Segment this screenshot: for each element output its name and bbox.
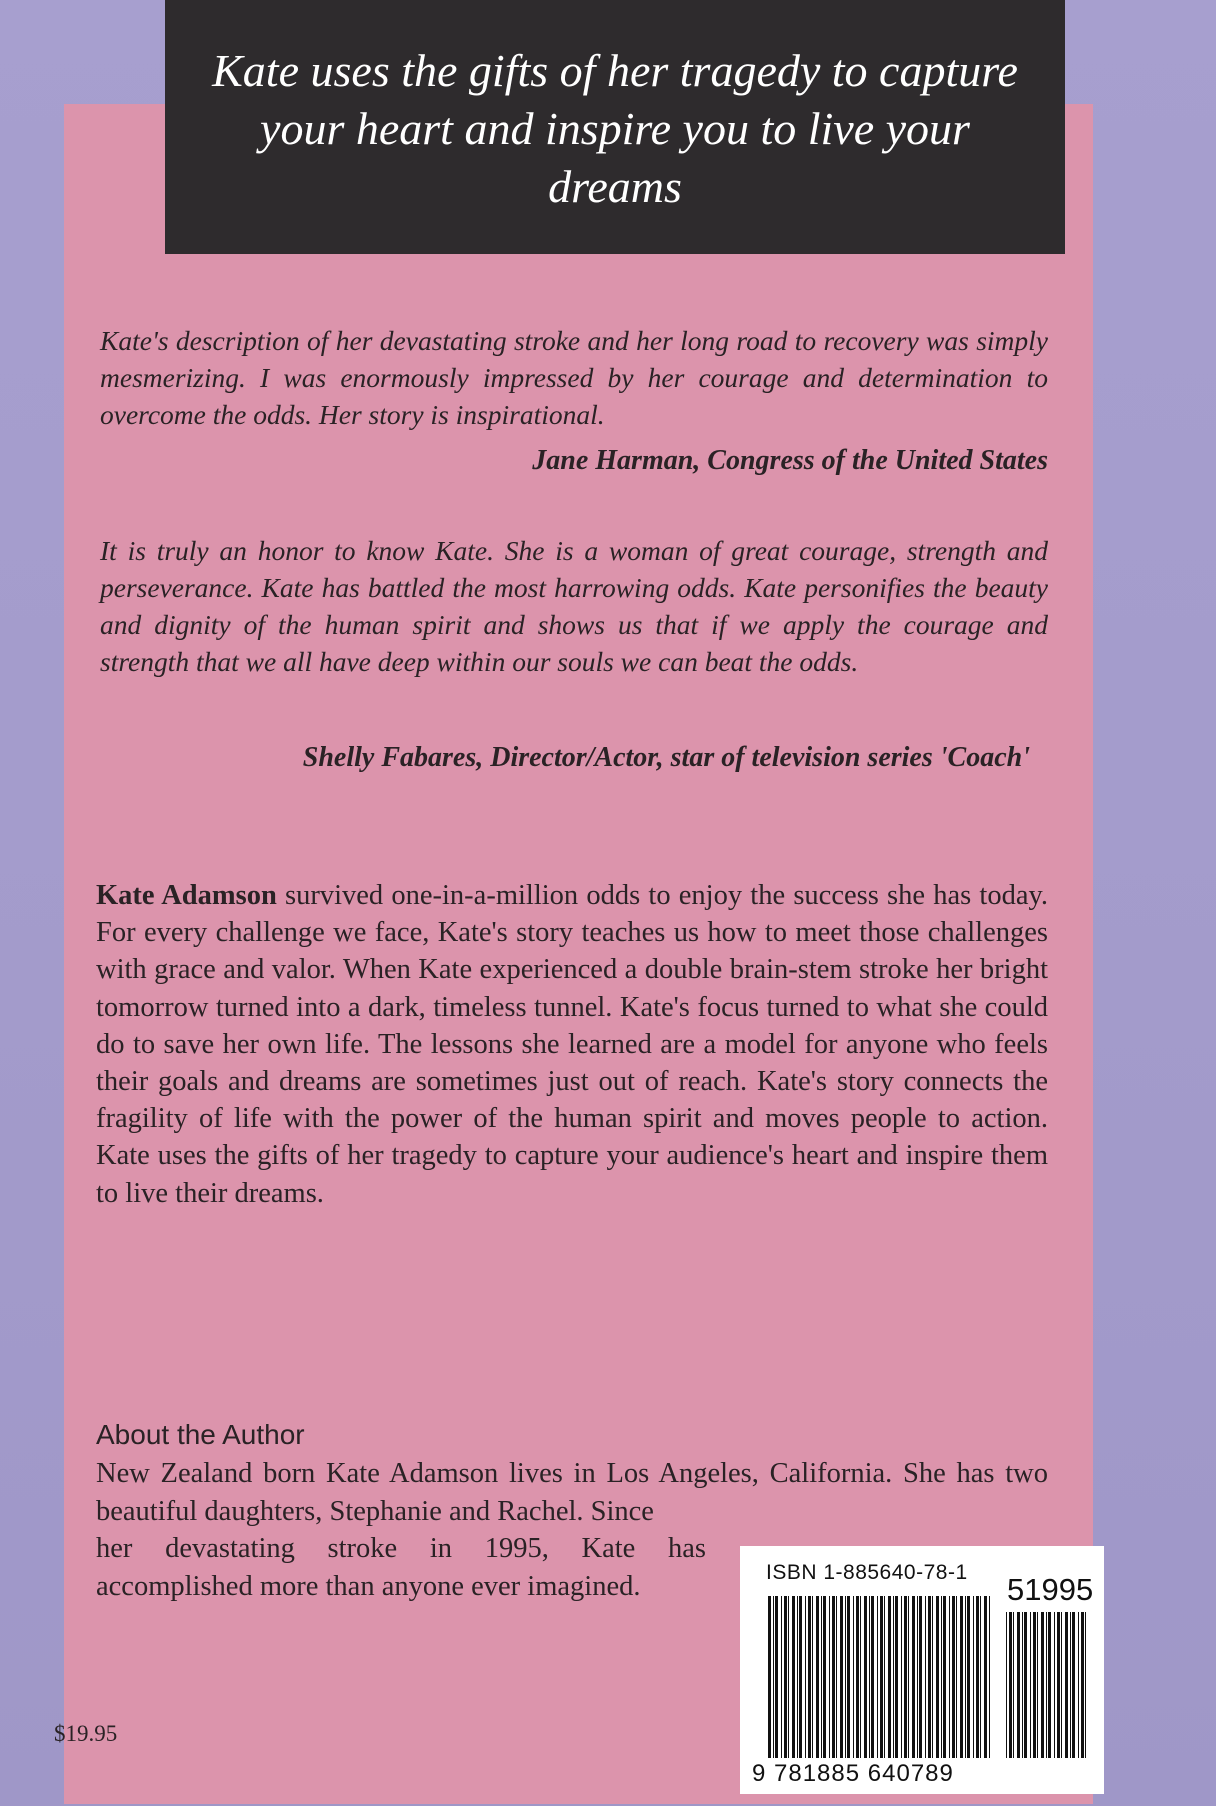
about-author-heading: About the Author bbox=[96, 1419, 305, 1450]
price-code: 51995 bbox=[1007, 1572, 1094, 1607]
quote-shelly-fabares: It is truly an honor to know Kate. She is a woman of great courage, strength and perseverance. Kate has battled the most harrowing odds. Kate personifies the beauty and dignity of the human spirit and shows us that if we apply the courage and strength that we all have deep within our souls we can beat the odds. bbox=[100, 535, 1048, 677]
description-text: survived one-in-a-million odds to enjoy the success she has today. For every challenge we face, Kate's story teaches us how to meet those challenges with grace and valor. When Kate experienced a double brain-stem stroke her bright tomorrow turned into a dark, timeless tunnel. Kate's focus turned to what she could do to save her own life. The lessons she learned are a model for anyone who feels their goals and dreams are sometimes just out of reach. Kate's story connects the fragility of life with the power of the human spirit and moves people to action. Kate uses the gifts of her tragedy to capture your audience's heart and inspire them to live their dreams. bbox=[96, 880, 1048, 1209]
about-author-text-continued: her devastating stroke in 1995, Kate has accomplished more than anyone ever imagined. bbox=[96, 1533, 706, 1602]
quote-attribution: Jane Harman, Congress of the United States bbox=[532, 445, 1048, 476]
isbn-number: ISBN 1-885640-78-1 bbox=[766, 1561, 968, 1584]
tagline-box bbox=[165, 0, 1065, 254]
quote-jane-harman: Kate's description of her devastating stroke and her long road to recovery was simply mesmerizing. I was enormously impressed by her courage and determination to overcome the odds. Her story is inspirational. bbox=[100, 325, 1048, 430]
quote-attribution: Shelly Fabares, Director/Actor, star of television series 'Coach' bbox=[302, 742, 1030, 773]
author-name: Kate Adamson bbox=[96, 880, 277, 911]
price-label: $19.95 bbox=[54, 1721, 118, 1746]
barcode-digits: 9 781885 640789 bbox=[752, 1760, 954, 1787]
book-description bbox=[96, 877, 1048, 1212]
tagline: Kate uses the gifts of her tragedy to capture your heart and inspire you to live your dreams bbox=[212, 45, 1018, 212]
barcode-label bbox=[740, 1546, 1104, 1794]
about-author-text: New Zealand born Kate Adamson lives in Los Angeles, California. She has two beautiful daughters, Stephanie and Rachel. Since bbox=[96, 1458, 1048, 1527]
